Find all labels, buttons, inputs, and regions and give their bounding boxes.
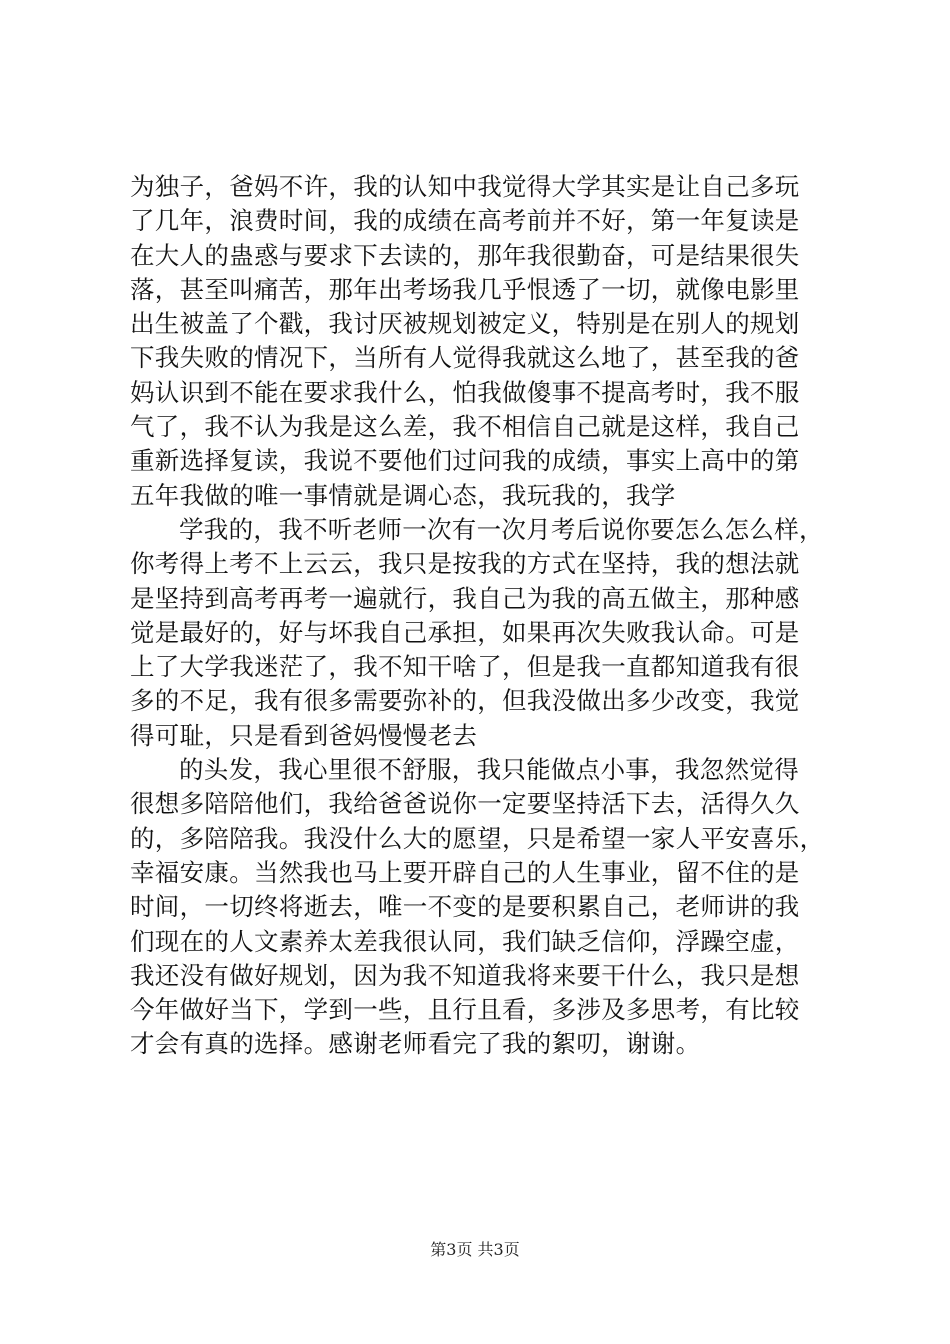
text-line: 时间，一切终将逝去，唯一不变的是要积累自己，老师讲的我 bbox=[130, 892, 800, 922]
text-line: 你考得上考不上云云，我只是按我的方式在坚持，我的想法就 bbox=[130, 549, 800, 579]
paragraph-start-line: 学我的，我不听老师一次有一次月考后说你要怎么怎么样， bbox=[179, 514, 824, 544]
text-line: 的，多陪陪我。我没什么大的愿望，只是希望一家人平安喜乐， bbox=[130, 823, 825, 853]
text-line: 得可耻，只是看到爸妈慢慢老去 bbox=[130, 720, 478, 750]
text-line: 是坚持到高考再考一遍就行，我自己为我的高五做主，那种感 bbox=[130, 583, 800, 613]
text-line: 幸福安康。当然我也马上要开辟自己的人生事业，留不住的是 bbox=[130, 857, 800, 887]
text-line: 多的不足，我有很多需要弥补的，但我没做出多少改变，我觉 bbox=[130, 686, 800, 716]
text-line: 觉是最好的，好与坏我自己承担，如果再次失败我认命。可是 bbox=[130, 617, 800, 647]
text-line: 上了大学我迷茫了，我不知干啥了，但是我一直都知道我有很 bbox=[130, 652, 800, 682]
text-line: 们现在的人文素养太差我很认同，我们缺乏信仰，浮躁空虚， bbox=[130, 926, 800, 956]
text-line: 气了，我不认为我是这么差，我不相信自己就是这样，我自己 bbox=[130, 412, 800, 442]
text-line: 出生被盖了个戳，我讨厌被规划被定义，特别是在别人的规划 bbox=[130, 309, 800, 339]
page-footer bbox=[0, 1240, 950, 1260]
text-line: 下我失败的情况下，当所有人觉得我就这么地了，甚至我的爸 bbox=[130, 343, 800, 373]
text-line: 在大人的蛊惑与要求下去读的，那年我很勤奋，可是结果很失 bbox=[130, 240, 800, 270]
paragraph-start-line: 的头发，我心里很不舒服，我只能做点小事，我忽然觉得 bbox=[179, 755, 799, 785]
text-line: 妈认识到不能在要求我什么，怕我做傻事不提高考时，我不服 bbox=[130, 377, 800, 407]
text-line: 了几年，浪费时间，我的成绩在高考前并不好，第一年复读是 bbox=[130, 206, 800, 236]
body-text bbox=[130, 170, 830, 1062]
text-line: 才会有真的选择。感谢老师看完了我的絮叨，谢谢。 bbox=[130, 1029, 701, 1059]
text-line: 我还没有做好规划，因为我不知道我将来要干什么，我只是想 bbox=[130, 960, 800, 990]
text-line: 五年我做的唯一事情就是调心态，我玩我的，我学 bbox=[130, 480, 676, 510]
text-line: 落，甚至叫痛苦，那年出考场我几乎恨透了一切，就像电影里 bbox=[130, 274, 800, 304]
text-line: 为独子，爸妈不许，我的认知中我觉得大学其实是让自己多玩 bbox=[130, 172, 800, 201]
text-line: 很想多陪陪他们，我给爸爸说你一定要坚持活下去，活得久久 bbox=[130, 789, 800, 819]
text-line: 重新选择复读，我说不要他们过问我的成绩，事实上高中的第 bbox=[130, 446, 800, 476]
page-number-label: 第3页 共3页 bbox=[430, 1240, 520, 1259]
text-line: 今年做好当下，学到一些，且行且看，多涉及多思考，有比较 bbox=[130, 995, 800, 1025]
